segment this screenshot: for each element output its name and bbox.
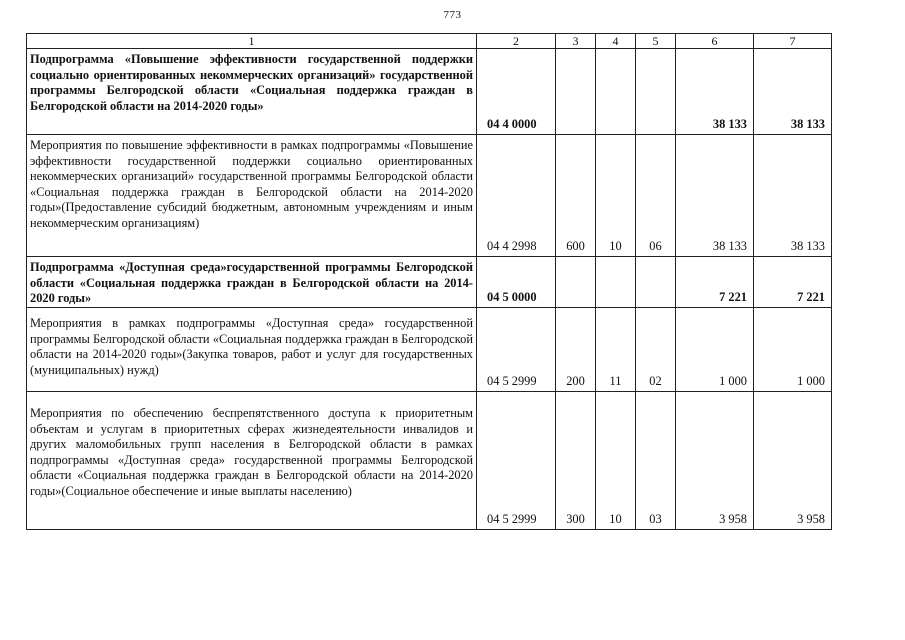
column-header: 4: [596, 34, 636, 49]
amount-col-7: 1 000: [754, 308, 832, 392]
expense-type: 300: [556, 392, 596, 530]
section: [596, 49, 636, 135]
target-code: 04 4 0000: [477, 49, 556, 135]
table-row: [27, 257, 832, 308]
column-header: 2: [477, 34, 556, 49]
section: 10: [596, 392, 636, 530]
target-code: 04 5 2999: [477, 392, 556, 530]
target-code: 04 5 2999: [477, 308, 556, 392]
column-header: 7: [754, 34, 832, 49]
section: 11: [596, 308, 636, 392]
row-description: Мероприятия по обеспечению беспрепятственного доступа к приоритетным объектам и услугам в приоритетных сферах жизнедеятельности инвалидов и других маломобильных групп населения в Белгородской области в рамках подпрограммы «Доступная среда» государственной программы Белгородской области «Социальная поддержка граждан в Белгородской области на 2014-2020 годы»(Социальное обеспечение и иные выплаты населению): [27, 392, 477, 530]
column-header: 5: [636, 34, 676, 49]
table-row: [27, 135, 832, 257]
subsection: 02: [636, 308, 676, 392]
row-description: Подпрограмма «Доступная среда»государственной программы Белгородской области «Социальная поддержка граждан в Белгородской области на 2014-2020 годы»: [27, 257, 477, 308]
subsection: 03: [636, 392, 676, 530]
row-description: Мероприятия по повышение эффективности в рамках подпрограммы «Повышение эффективности государственной поддержки социально ориентированных некоммерческих организаций» государственной программы Белгородской области «Социальная поддержка граждан в Белгородской области на 2014-2020 годы»(Предоставление субсидий бюджетным, автономным учреждениям и иным некоммерческим организациям): [27, 135, 477, 257]
amount-col-7: 7 221: [754, 257, 832, 308]
expense-type: [556, 49, 596, 135]
table-row: [27, 392, 832, 530]
table-row: [27, 308, 832, 392]
amount-col-6: 1 000: [676, 308, 754, 392]
column-header: 1: [27, 34, 477, 49]
amount-col-7: 38 133: [754, 49, 832, 135]
column-header-row: [27, 34, 832, 49]
expense-type: 600: [556, 135, 596, 257]
amount-col-6: 3 958: [676, 392, 754, 530]
section: [596, 257, 636, 308]
subsection: [636, 257, 676, 308]
column-header: 3: [556, 34, 596, 49]
amount-col-6: 7 221: [676, 257, 754, 308]
expense-type: 200: [556, 308, 596, 392]
amount-col-6: 38 133: [676, 49, 754, 135]
subsection: [636, 49, 676, 135]
section: 10: [596, 135, 636, 257]
page-number: 773: [443, 9, 462, 21]
expense-type: [556, 257, 596, 308]
subsection: 06: [636, 135, 676, 257]
table-row: [27, 49, 832, 135]
row-description: Подпрограмма «Повышение эффективности государственной поддержки социально ориентированных некоммерческих организаций» государственной программы Белгородской области «Социальная поддержка граждан в Белгородской области на 2014-2020 годы»: [27, 49, 477, 135]
budget-table: [26, 33, 832, 530]
column-header: 6: [676, 34, 754, 49]
amount-col-7: 38 133: [754, 135, 832, 257]
target-code: 04 5 0000: [477, 257, 556, 308]
amount-col-7: 3 958: [754, 392, 832, 530]
row-description: Мероприятия в рамках подпрограммы «Доступная среда» государственной программы Белгородской области «Социальная поддержка граждан в Белгородской области на 2014-2020 годы»(Закупка товаров, работ и услуг для государственных (муниципальных) нужд): [27, 308, 477, 392]
amount-col-6: 38 133: [676, 135, 754, 257]
target-code: 04 4 2998: [477, 135, 556, 257]
